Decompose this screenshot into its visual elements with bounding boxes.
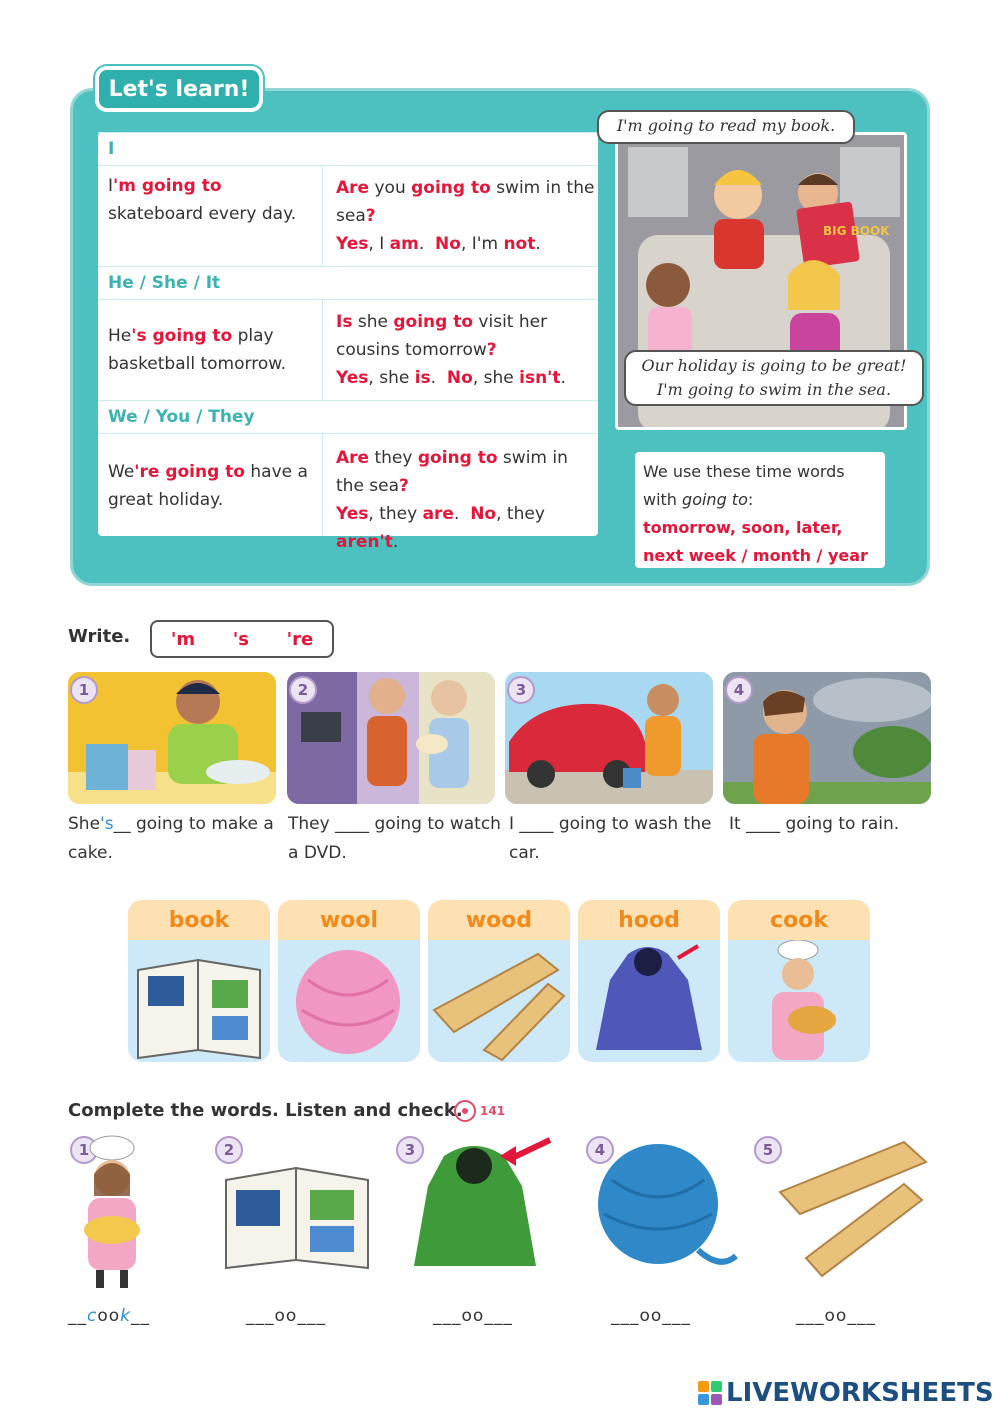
contraction-option: 's [232,628,249,650]
answer-blank[interactable]: ____ [514,814,554,834]
grammar-row [98,434,598,552]
affirmative-example: I'm going to skateboard every day. [108,176,297,224]
wool-image [590,1140,740,1286]
sentence-4: It ____ going to rain. [729,814,900,834]
grammar-row [98,166,598,266]
grammar-row [98,300,598,400]
complete-instruction: Complete the words. Listen and check. [68,1100,463,1121]
number-badge: 4 [725,676,753,704]
picture-cake [68,672,276,804]
card-word: cook [728,900,870,940]
contractions-box [150,620,334,658]
number-badge: 2 [215,1136,243,1164]
time-intro: We use these time words [643,462,845,481]
card-word: book [128,900,270,940]
number-badge: 1 [70,1136,98,1164]
cook-image [70,1134,150,1290]
question-example: Are they going to swim in the sea? Yes, they are. No, they aren't. [336,448,568,552]
liveworksheets-logo [698,1378,994,1408]
number-badge: 3 [507,676,535,704]
number-badge: 3 [396,1136,424,1164]
bubble-line: Our holiday is going to be great! [641,356,907,375]
time-words: next week / month / year [643,546,868,565]
affirmative-example: He's going to play basketball tomorrow. [108,326,286,374]
picture-dvd [287,672,495,804]
book-image [222,1160,372,1270]
answer-blank[interactable]: ____ [329,814,370,834]
contraction-option: 'm [170,628,196,650]
word-card-cook [728,900,870,1062]
wood-image [776,1140,928,1280]
answer-blank[interactable]: ____ [740,814,781,834]
question-example: Are you going to swim in the sea? Yes, I am. No, I'm not. [336,178,595,254]
big-book-text: BIG BOOK [823,224,890,238]
grammar-heading: I [98,132,598,166]
hood-image [404,1136,556,1276]
grammar-heading: He / She / It [98,266,598,300]
time-words: tomorrow, soon, later, [643,518,843,537]
word-answer-5[interactable]: ___oo___ [796,1306,876,1326]
word-card-wool [278,900,420,1062]
contraction-option: 're [286,628,314,650]
number-badge: 4 [586,1136,614,1164]
number-badge: 2 [289,676,317,704]
grammar-table [98,132,598,552]
logo-mark-icon [698,1381,722,1405]
bubble-line: I'm going to swim in the sea. [656,380,892,399]
word-card-book [128,900,270,1062]
lets-learn-title: Let's learn! [95,66,263,112]
sentence-2: They ____ going to watch a DVD. [288,814,501,863]
picture-rain [723,672,931,804]
grammar-heading: We / You / They [98,400,598,434]
logo-text: LIVEWORKSHEETS [726,1378,994,1408]
sentence-1: She's__ going to make a cake. [68,814,274,863]
number-badge: 1 [70,676,98,704]
word-answer-3[interactable]: ___oo___ [433,1306,513,1326]
track-number: 141 [480,1104,506,1118]
word-card-wood [428,900,570,1062]
time-words-box [635,452,885,568]
word-answer-1[interactable]: __cook__ [68,1306,151,1326]
number-badge: 5 [754,1136,782,1164]
card-word: wood [428,900,570,940]
answer-filled[interactable]: 's [100,814,114,834]
speech-bubble-top: I'm going to read my book. [597,110,855,144]
card-word: wool [278,900,420,940]
word-answer-4[interactable]: ___oo___ [611,1306,691,1326]
audio-cd-icon[interactable] [454,1100,476,1122]
speech-bubble-bottom [624,350,924,406]
time-intro-line2: with going to: [643,490,754,509]
affirmative-example: We're going to have a great holiday. [108,462,308,510]
sentence-3: I ____ going to wash the car. [509,814,712,863]
word-answer-2[interactable]: ___oo___ [246,1306,326,1326]
question-example: Is she going to visit her cousins tomorrow? Yes, she is. No, she isn't. [336,312,566,388]
picture-car [505,672,713,804]
word-card-hood [578,900,720,1062]
write-instruction: Write. [68,626,131,647]
card-word: hood [578,900,720,940]
